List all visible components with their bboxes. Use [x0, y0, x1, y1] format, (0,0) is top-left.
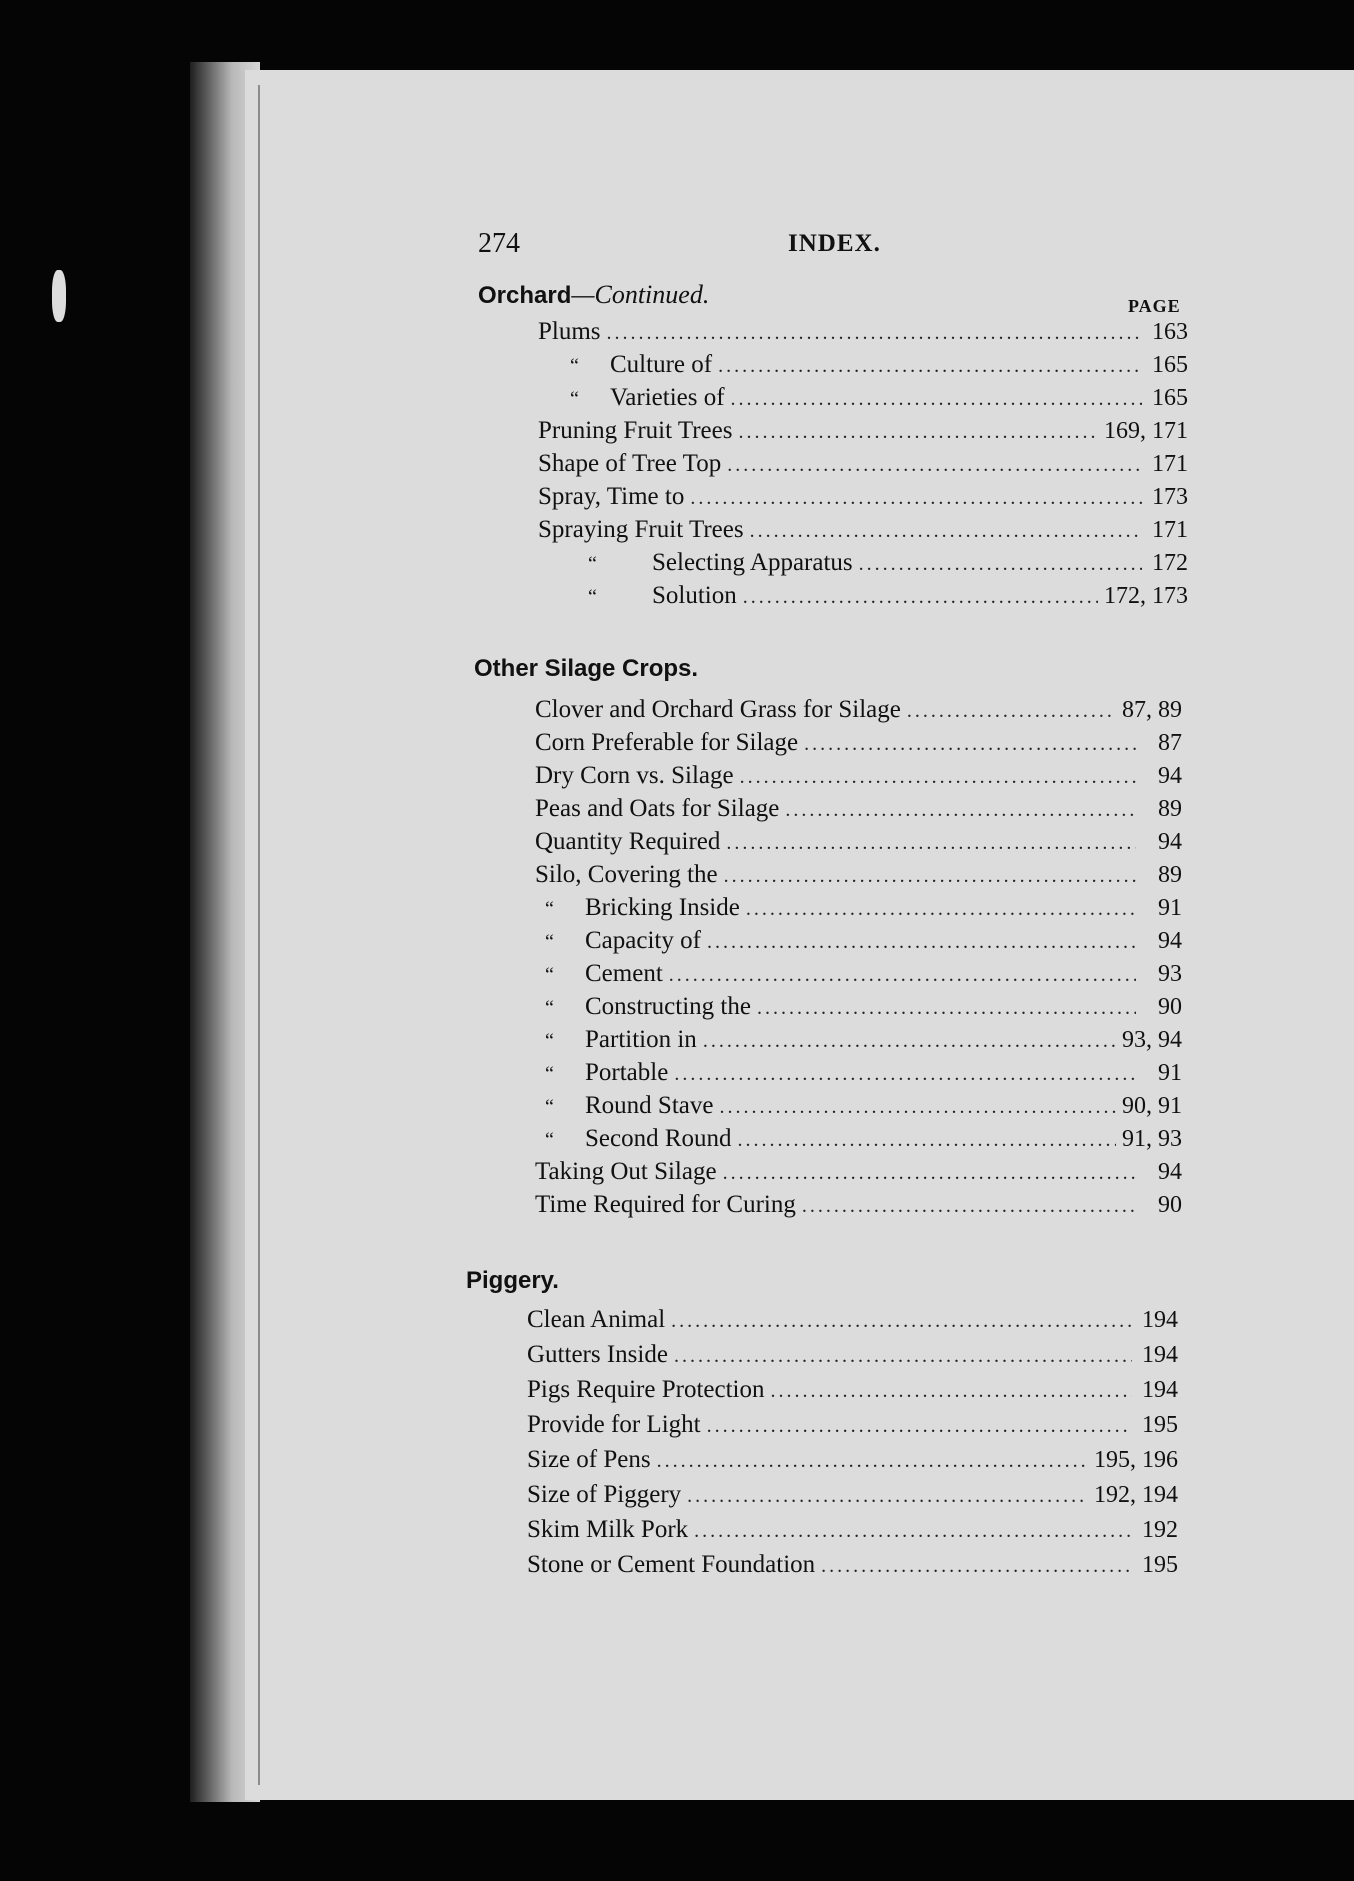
dot-leader [703, 1025, 1116, 1057]
entry-page-numbers: 93, 94 [1122, 1027, 1182, 1053]
ditto-mark: “ [545, 1063, 554, 1085]
index-entry [545, 925, 1182, 957]
dot-leader [607, 317, 1142, 349]
entry-page-numbers: 91 [1158, 895, 1182, 921]
index-entry [545, 1090, 1182, 1122]
entry-label: Bricking Inside [585, 894, 740, 921]
entry-page-numbers: 173 [1152, 484, 1188, 510]
dot-leader [804, 728, 1136, 760]
dot-leader [726, 827, 1136, 859]
index-entry [538, 514, 1188, 546]
entry-page-numbers: 165 [1152, 352, 1188, 378]
index-entry [535, 826, 1182, 858]
entry-page-numbers: 87 [1158, 730, 1182, 756]
entry-label: Stone or Cement Foundation [527, 1551, 816, 1578]
entry-label: Clover and Orchard Grass for Silage [535, 696, 901, 723]
index-entry [545, 1123, 1182, 1155]
ditto-mark: “ [545, 898, 554, 920]
ditto-mark: “ [588, 586, 597, 608]
ditto-mark: “ [545, 997, 554, 1019]
entry-label: Quantity Required [535, 828, 721, 855]
dot-leader [802, 1190, 1136, 1222]
entry-label: Spraying Fruit Trees [538, 516, 744, 543]
entry-label: Partition in [585, 1026, 697, 1053]
entry-page-numbers: 171 [1152, 451, 1188, 477]
entry-label: Gutters Inside [527, 1341, 668, 1368]
section-heading-other-silage-crops: Other Silage Crops. [474, 655, 699, 682]
entry-label: Silo, Covering the [535, 861, 718, 888]
entry-page-numbers: 171 [1152, 517, 1188, 543]
ditto-mark: “ [545, 964, 554, 986]
entry-page-numbers: 172, 173 [1104, 583, 1188, 609]
dot-leader [746, 893, 1136, 925]
section-heading-piggery: Piggery. [466, 1267, 559, 1294]
index-entry [527, 1444, 1178, 1476]
entry-page-numbers: 194 [1142, 1342, 1178, 1368]
dot-leader [719, 1091, 1116, 1123]
entry-page-numbers: 90 [1158, 994, 1182, 1020]
ditto-mark: “ [545, 1030, 554, 1052]
entry-label: Plums [538, 318, 601, 345]
entry-page-numbers: 89 [1158, 862, 1182, 888]
index-entry [570, 349, 1188, 381]
entry-label: Size of Pens [527, 1446, 651, 1473]
entry-page-numbers: 165 [1152, 385, 1188, 411]
entry-label: Second Round [585, 1125, 732, 1152]
entry-label: Provide for Light [527, 1411, 701, 1438]
entry-page-numbers: 91, 93 [1122, 1126, 1182, 1152]
running-title: INDEX. [788, 230, 881, 257]
dot-leader [727, 449, 1142, 481]
entry-page-numbers: 192 [1142, 1517, 1178, 1543]
dot-leader [757, 992, 1136, 1024]
entry-page-numbers: 195, 196 [1094, 1447, 1178, 1473]
dot-leader [671, 1305, 1132, 1337]
entry-page-numbers: 90 [1158, 1192, 1182, 1218]
index-entry [535, 1156, 1182, 1188]
dot-leader [785, 794, 1136, 826]
entry-label: Skim Milk Pork [527, 1516, 689, 1543]
entry-page-numbers: 192, 194 [1094, 1482, 1178, 1508]
entry-label: Peas and Oats for Silage [535, 795, 780, 822]
dot-leader [743, 581, 1098, 613]
entry-page-numbers: 91 [1158, 1060, 1182, 1086]
dot-leader [674, 1340, 1132, 1372]
index-entry [588, 547, 1188, 579]
section-title: Orchard [478, 282, 572, 309]
entry-label: Shape of Tree Top [538, 450, 722, 477]
entry-page-numbers: 94 [1158, 829, 1182, 855]
page-header [478, 228, 1188, 268]
index-entry [527, 1549, 1178, 1581]
entry-label: Culture of [610, 351, 713, 378]
entry-page-numbers: 194 [1142, 1307, 1178, 1333]
dot-leader [770, 1375, 1132, 1407]
entry-label: Capacity of [585, 927, 701, 954]
entry-label: Corn Preferable for Silage [535, 729, 799, 756]
entry-page-numbers: 195 [1142, 1552, 1178, 1578]
index-entry [545, 1057, 1182, 1089]
index-entry [527, 1339, 1178, 1371]
index-entry [538, 448, 1188, 480]
index-entry [588, 580, 1188, 612]
page-column-label: PAGE [1128, 296, 1181, 316]
index-entry [535, 727, 1182, 759]
index-entry [570, 382, 1188, 414]
dot-leader [738, 416, 1098, 448]
index-entry [545, 1024, 1182, 1056]
margin-speck [52, 270, 66, 322]
entry-page-numbers: 195 [1142, 1412, 1178, 1438]
entry-label: Constructing the [585, 993, 751, 1020]
dot-leader [859, 548, 1142, 580]
entry-page-numbers: 94 [1158, 1159, 1182, 1185]
section-title-suffix: —Continued. [571, 280, 710, 309]
dot-leader [694, 1515, 1132, 1547]
dot-leader [821, 1550, 1132, 1582]
page-number: 274 [478, 228, 520, 259]
index-entry [538, 415, 1188, 447]
dot-leader [723, 1157, 1136, 1189]
entry-label: Round Stave [585, 1092, 714, 1119]
entry-page-numbers: 163 [1152, 319, 1188, 345]
dot-leader [657, 1445, 1088, 1477]
index-entry [527, 1304, 1178, 1336]
entry-page-numbers: 93 [1158, 961, 1182, 987]
entry-label: Pigs Require Protection [527, 1376, 765, 1403]
entry-page-numbers: 94 [1158, 763, 1182, 789]
dot-leader [738, 1124, 1116, 1156]
entry-label: Taking Out Silage [535, 1158, 717, 1185]
entry-label: Pruning Fruit Trees [538, 417, 733, 444]
index-entry [538, 481, 1188, 513]
entry-label: Size of Piggery [527, 1481, 682, 1508]
dot-leader [707, 926, 1136, 958]
index-entry [535, 859, 1182, 891]
index-entry [545, 892, 1182, 924]
entry-label: Spray, Time to [538, 483, 685, 510]
index-entry [527, 1514, 1178, 1546]
dot-leader [674, 1058, 1136, 1090]
ditto-mark: “ [570, 388, 579, 410]
entry-page-numbers: 90, 91 [1122, 1093, 1182, 1119]
page-inner-rule [258, 85, 260, 1785]
dot-leader [731, 383, 1142, 415]
dot-leader [724, 860, 1136, 892]
dot-leader [718, 350, 1142, 382]
index-entry [527, 1374, 1178, 1406]
ditto-mark: “ [588, 553, 597, 575]
dot-leader [740, 761, 1136, 793]
entry-label: Clean Animal [527, 1306, 666, 1333]
entry-page-numbers: 89 [1158, 796, 1182, 822]
index-entry [527, 1479, 1178, 1511]
index-entry [535, 793, 1182, 825]
entry-page-numbers: 94 [1158, 928, 1182, 954]
entry-page-numbers: 172 [1152, 550, 1188, 576]
entry-page-numbers: 169, 171 [1104, 418, 1188, 444]
dot-leader [907, 695, 1116, 727]
entry-label: Solution [652, 582, 737, 609]
entry-label: Varieties of [610, 384, 725, 411]
entry-label: Time Required for Curing [535, 1191, 796, 1218]
ditto-mark: “ [545, 931, 554, 953]
dot-leader [750, 515, 1142, 547]
ditto-mark: “ [545, 1096, 554, 1118]
index-entry [538, 316, 1188, 348]
section-heading-orchard [478, 280, 709, 310]
entry-label: Cement [585, 960, 663, 987]
ditto-mark: “ [570, 355, 579, 377]
entry-label: Dry Corn vs. Silage [535, 762, 734, 789]
dot-leader [707, 1410, 1132, 1442]
index-entry [535, 1189, 1182, 1221]
index-entry [527, 1409, 1178, 1441]
ditto-mark: “ [545, 1129, 554, 1151]
dot-leader [690, 482, 1142, 514]
index-entry [545, 991, 1182, 1023]
index-entry [545, 958, 1182, 990]
entry-label: Selecting Apparatus [652, 549, 853, 576]
entry-label: Portable [585, 1059, 669, 1086]
dot-leader [669, 959, 1136, 991]
dot-leader [687, 1480, 1088, 1512]
entry-page-numbers: 194 [1142, 1377, 1178, 1403]
entry-page-numbers: 87, 89 [1122, 697, 1182, 723]
index-entry [535, 694, 1182, 726]
index-entry [535, 760, 1182, 792]
